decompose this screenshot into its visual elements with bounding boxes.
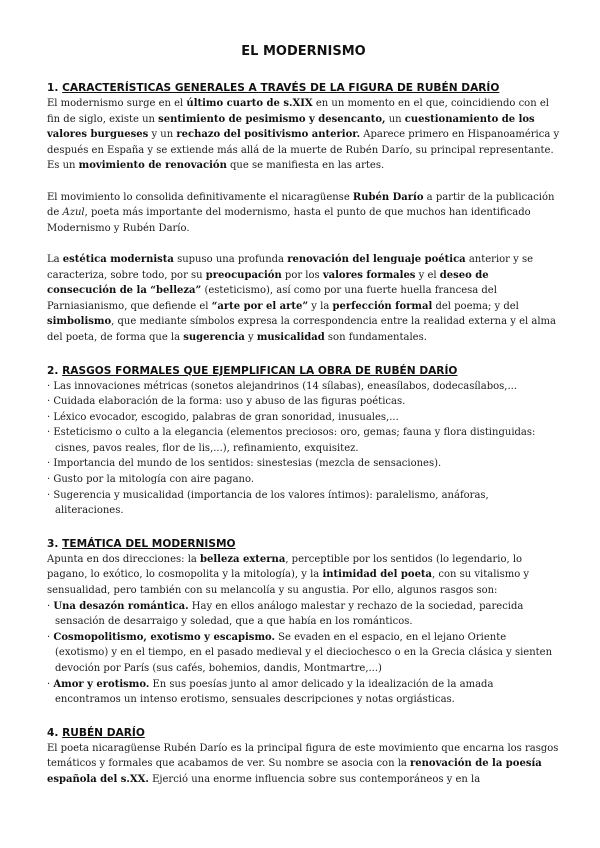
section-3-heading: 3. TEMÁTICA DEL MODERNISMO (47, 537, 236, 550)
list-item: · Una desazón romántica. Hay en ellos análogo malestar y rechazo de la sociedad, parecida sensación de desarraigo y soledad, que a que había en los románticos. (47, 600, 524, 628)
section-3-intro: Apunta en dos direcciones: la belleza externa, perceptible por los sentidos (lo legendario, lo pagano, lo exótico, lo cosmopolita y la mitología), y la intimidad del poeta, con su vitalismo y sensualidad, pero también con su melancolía y su angustia. Por ello, algunos rasgos son: (47, 553, 530, 597)
section-4-paragraph-1: El poeta nicaragüense Rubén Darío es la principal figura de este movimiento que encarna los rasgos temáticos y formales que acabamos de ver. Su nombre se asocia con la renovación de la poesía española del s.XX. Ejerció una enorme influencia sobre sus contemporáneos y en la (47, 742, 559, 785)
section-1-paragraph-3: La estética modernista supuso una profunda renovación del lenguaje poética anterior y se caracteriza, sobre todo, por su preocupación por los valores formales y el deseo de consecución de la “belleza” (esteticismo), así como por una fuerte huella francesa del Parniasianismo, que defiende el “arte por el arte” y la perfección formal del poema; y del simbolismo, que mediante símbolos expresa la correspondencia entre la realidad externa y el alma del poeta, de forma que la sugerencia y musicalidad son fundamentales. (47, 253, 556, 343)
section-2-list (47, 379, 560, 519)
list-item: · Léxico evocador, escogido, palabras de gran sonoridad, inusuales,... (47, 411, 399, 423)
section-2-heading: 2. RASGOS FORMALES QUE EJEMPLIFICAN LA OBRA DE RUBÉN DARÍO (47, 364, 458, 377)
list-item: · Cosmopolitismo, exotismo y escapismo. Se evaden en el espacio, en el lejano Oriente (exotismo) y en el tiempo, en el pasado medieval y el dieciochesco o en la Grecia clásica y sienten devoción por París (sus cafés, bohemios, dandis, Montmartre,...) (47, 631, 553, 674)
list-item: · Cuidada elaboración de la forma: uso y abuso de las figuras poéticas. (47, 396, 406, 408)
list-item: · Gusto por la mitología con aire pagano. (47, 474, 255, 486)
list-item: · Sugerencia y musicalidad (importancia de los valores íntimos): paralelismo, anáforas, aliteraciones. (47, 489, 489, 517)
section-4-heading: 4. RUBÉN DARÍO (47, 726, 145, 739)
list-item: · Amor y erotismo. En sus poesías junto al amor delicado y la idealización de la amada encontramos un intenso erotismo, sensuales descripciones y notas orgiásticas. (47, 678, 494, 706)
section-1-paragraph-2: El movimiento lo consolida definitivamente el nicaragüense Rubén Darío a partir de la publicación de Azul, poeta más importante del modernismo, hasta el punto de que muchos han identificado Modernismo y Rubén Darío. (47, 191, 555, 234)
section-3-list (47, 599, 560, 708)
list-item: · Importancia del mundo de los sentidos: sinestesias (mezcla de sensaciones). (47, 458, 442, 470)
list-item: · Las innovaciones métricas (sonetos alejandrinos (14 sílabas), eneasílabos, dodecasílabos,... (47, 380, 517, 392)
list-item: · Esteticismo o culto a la elegancia (elementos preciosos: oro, gemas; fauna y flora distinguidas: cisnes, pavos reales, flor de lis,...), refinamiento, exquisitez. (47, 427, 536, 454)
document-title: EL MODERNISMO (241, 44, 366, 59)
section-1-paragraph-1: El modernismo surge en el último cuarto de s.XIX en un momento en el que, coincidiendo con el fin de siglo, existe un sentimiento de pesimismo y desencanto, un cuestionamiento de los valores burgueses y un rechazo del positivismo anterior. Aparece primero en Hispanoamérica y después en España y se extiende más allá de la muerte de Rubén Darío, su principal representante. Es un movimiento de renovación que se manifiesta en las artes. (47, 98, 560, 172)
section-1-heading: 1. CARACTERÍSTICAS GENERALES A TRAVÉS DE LA FIGURA DE RUBÉN DARÍO (47, 82, 500, 94)
